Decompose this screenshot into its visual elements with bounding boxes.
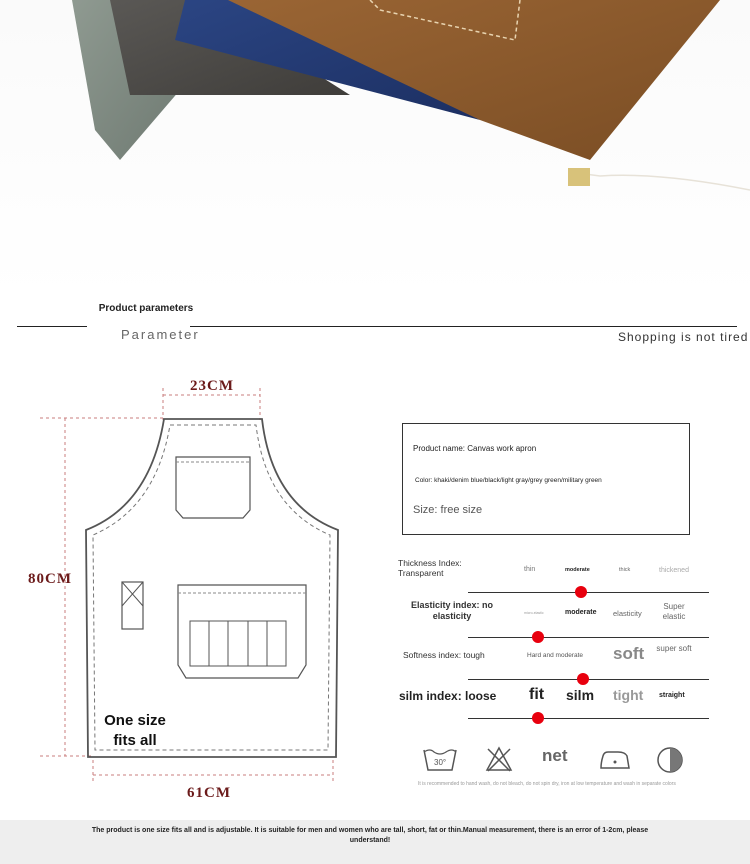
section-title-shadow: Parameter: [121, 327, 200, 342]
product-colors: Color: khaki/denim blue/black/light gray/grey green/military green: [415, 477, 602, 484]
elasticity-option-micro: micro-elastic: [524, 611, 544, 615]
elasticity-option-moderate: moderate: [565, 609, 597, 616]
apron-outline: [86, 419, 338, 757]
care-instructions: [418, 742, 698, 778]
softness-option-super-soft: super soft: [656, 644, 692, 653]
product-size: Size: free size: [413, 504, 483, 516]
thickness-option-thick: thick: [619, 567, 631, 573]
elasticity-option-super: Super elastic: [662, 602, 686, 621]
elasticity-option-elasticity: elasticity: [613, 609, 642, 618]
header-rule-left: [17, 326, 87, 327]
separate-colors-icon: [656, 746, 684, 774]
care-note: It is recommended to hand wash, do not bleach, do not spin dry, iron at low temperature and wash in separate colors: [418, 781, 676, 787]
apron-size-diagram: [0, 360, 390, 810]
net-icon: net: [542, 746, 568, 765]
section-title: Product parameters: [98, 303, 194, 314]
product-info-box: [402, 423, 690, 535]
product-hero-image: [0, 0, 750, 300]
size-note: [100, 711, 170, 751]
thickness-option-thickened: thickened: [659, 567, 689, 574]
thread-strand: [570, 172, 750, 190]
silm-option-straight: straight: [659, 692, 685, 699]
fabric-swatches-illustration: [0, 0, 750, 300]
top-width-label: 23CM: [190, 378, 234, 394]
pen-pocket: [122, 582, 143, 629]
softness-marker: [577, 673, 589, 685]
footer-notice-text: The product is one size fits all and is adjustable. It is suitable for men and women who are tall, short, fat or thin.Manual measurement, there is an error of 1-2cm, please understand!: [91, 827, 649, 844]
front-pocket: [178, 585, 306, 678]
iron-low-icon: [598, 748, 632, 772]
thickness-option-moderate: moderate: [565, 567, 590, 573]
softness-option-hard-moderate: Hard and moderate: [527, 652, 584, 659]
tool-slots: [190, 621, 286, 666]
elasticity-scale-bar: [468, 637, 709, 638]
silm-option-silm: silm: [566, 687, 595, 703]
size-note-line2: fits all: [113, 732, 157, 749]
silm-scale-bar: [468, 718, 709, 719]
thickness-index-label: Thickness Index: Transparent: [398, 558, 462, 578]
thickness-marker: [575, 586, 587, 598]
silm-index-label: silm index: loose: [399, 689, 497, 703]
elasticity-marker: [532, 631, 544, 643]
thickness-scale-bar: [468, 592, 709, 593]
apron-stitching: [93, 425, 330, 750]
softness-index-label: Softness index: tough: [403, 650, 485, 660]
silm-marker: [532, 712, 544, 724]
header-rule-right: [190, 326, 737, 327]
elasticity-index-label: Elasticity index: no elasticity: [410, 600, 494, 621]
size-note-line1: One size: [104, 712, 166, 729]
no-bleach-icon: [484, 745, 514, 773]
softness-option-soft: soft: [613, 644, 645, 663]
wash-30-icon: [422, 746, 458, 772]
thickness-option-thin: thin: [524, 566, 536, 573]
height-label: 80CM: [28, 571, 72, 587]
bottom-width-label: 61CM: [187, 785, 231, 801]
wash-temp-text: 30°: [434, 758, 447, 767]
section-tagline: Shopping is not tired: [618, 330, 749, 344]
silm-option-fit: fit: [529, 686, 545, 703]
thread-tassel: [568, 168, 590, 186]
silm-option-tight: tight: [613, 687, 644, 703]
chest-pocket: [176, 457, 250, 518]
product-name: Product name: Canvas work apron: [413, 444, 537, 453]
